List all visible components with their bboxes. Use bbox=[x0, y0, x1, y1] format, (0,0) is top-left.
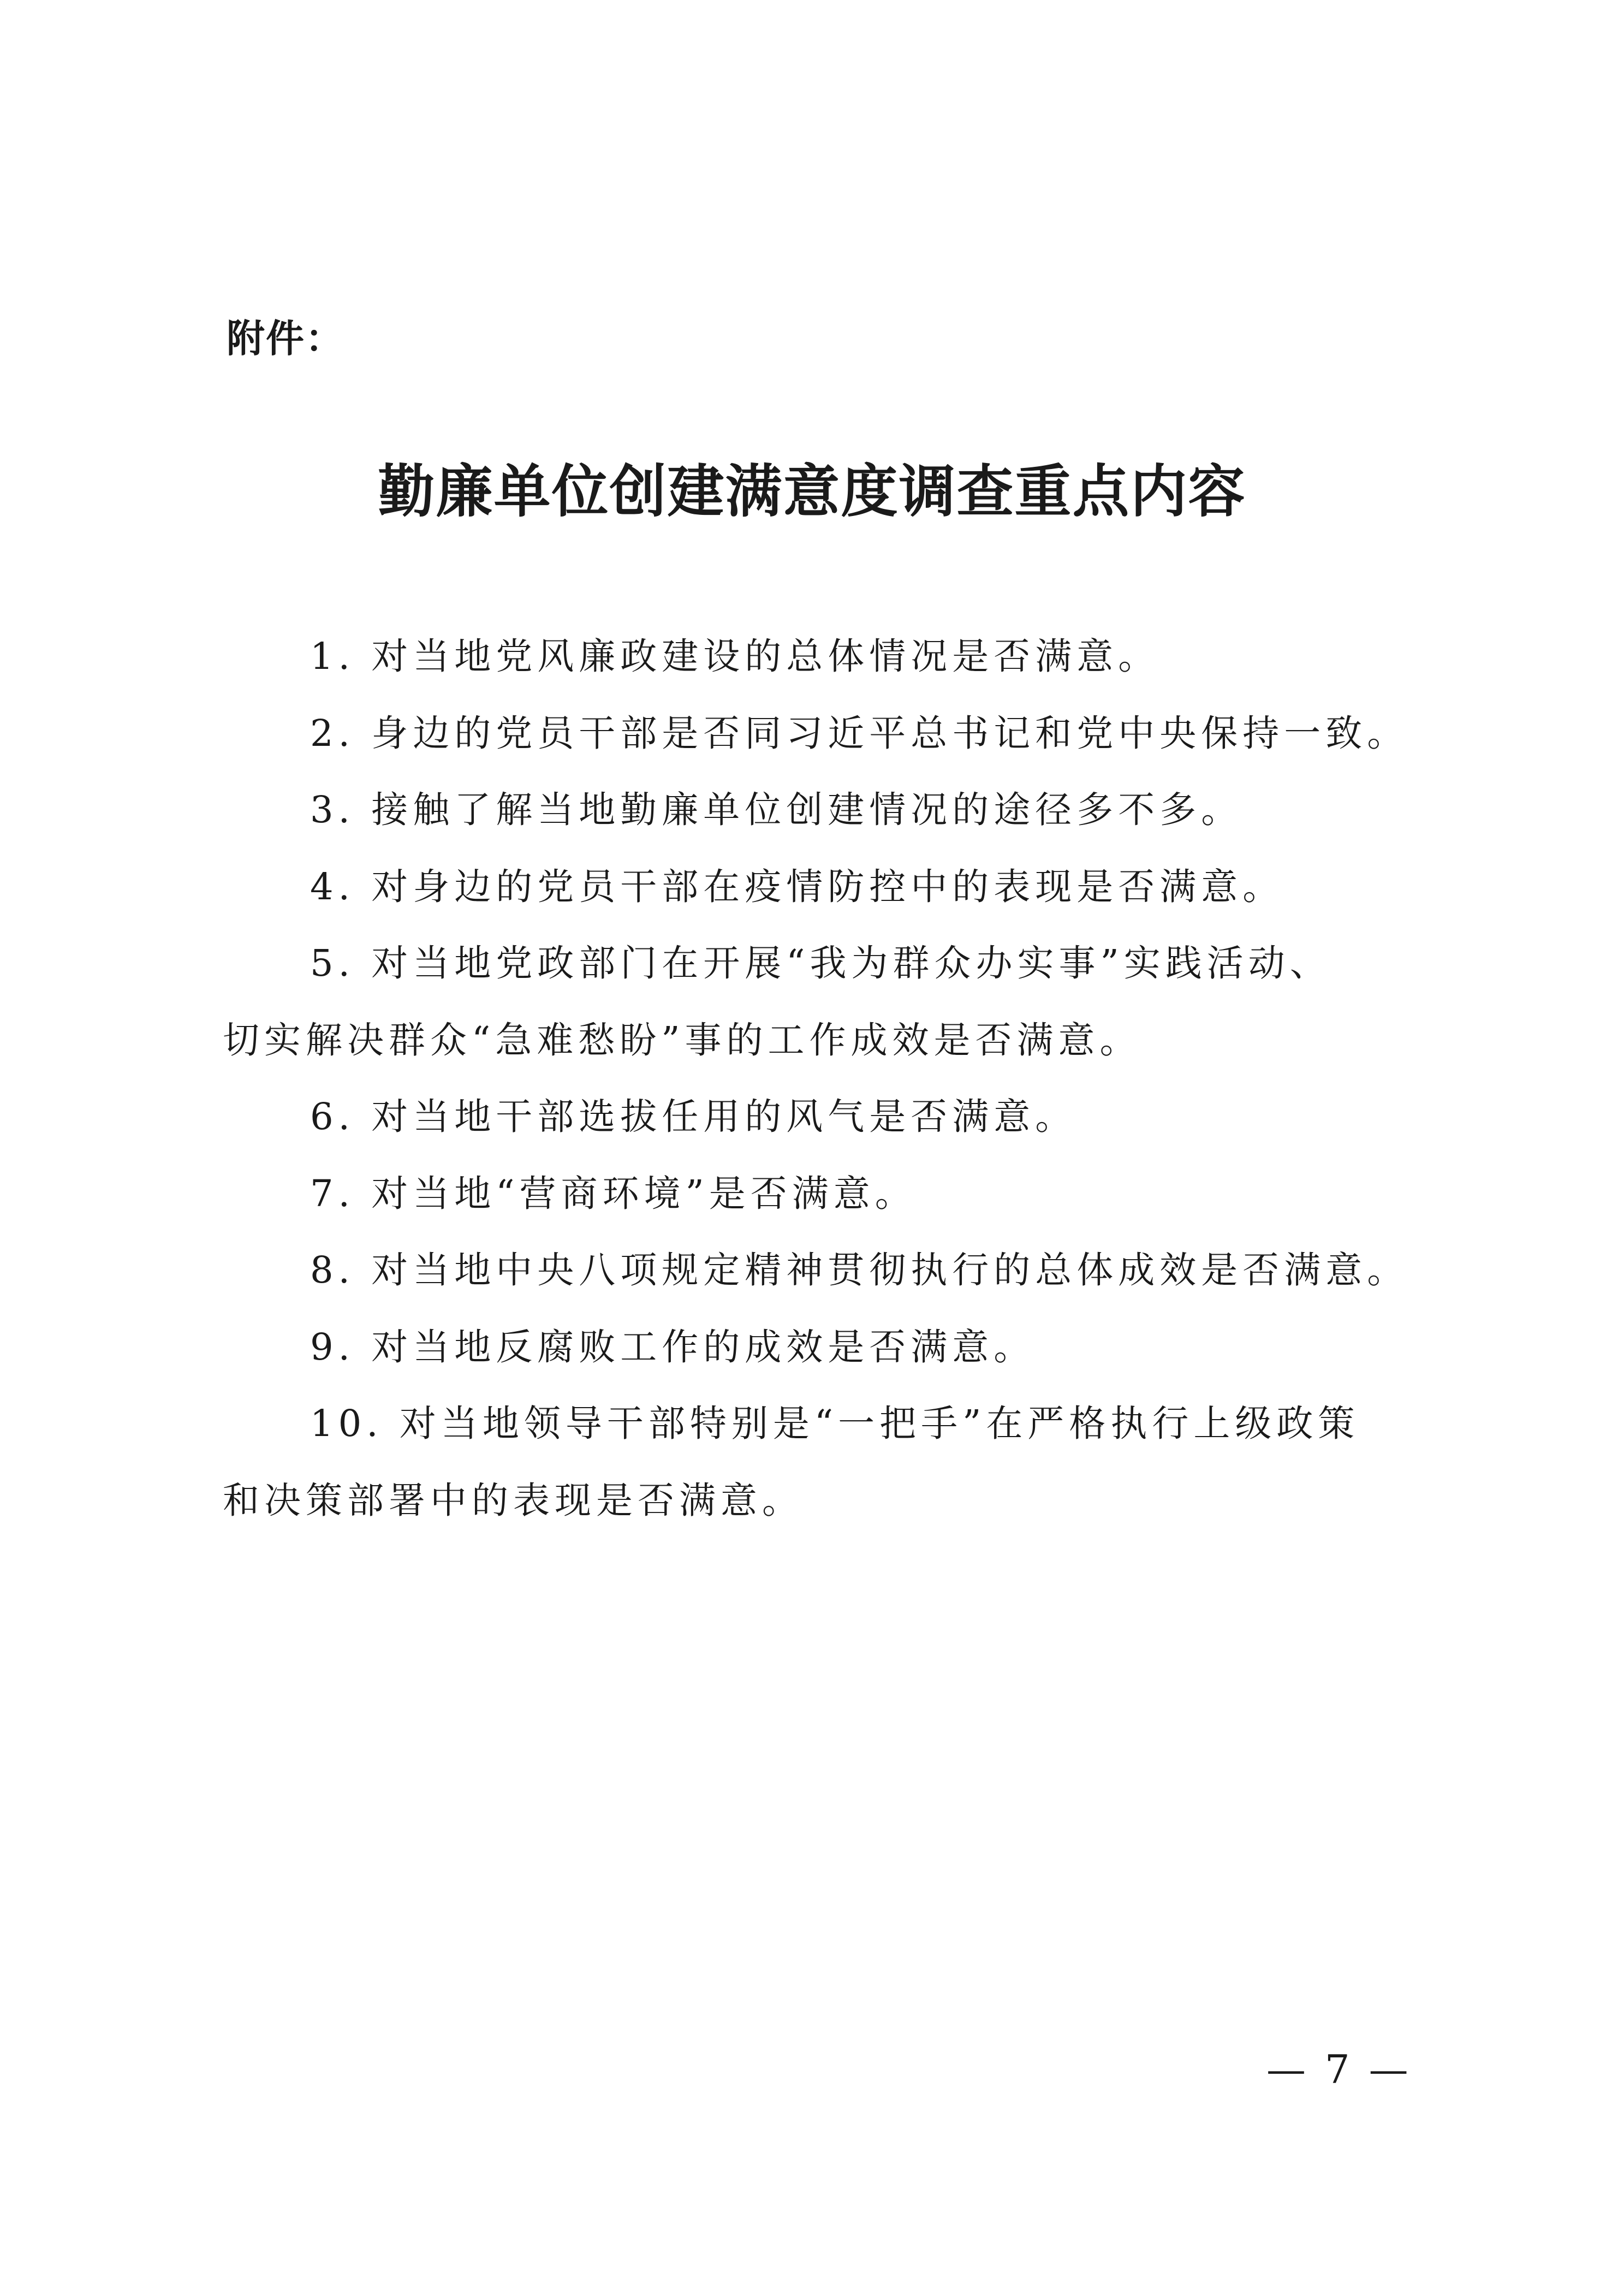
list-item-text: 4. 对身边的党员干部在疫情防控中的表现是否满意。 bbox=[310, 865, 1284, 908]
list-item-text: 6. 对当地干部选拔任用的风气是否满意。 bbox=[310, 1095, 1077, 1138]
list-item-text: 9. 对当地反腐败工作的成效是否满意。 bbox=[310, 1325, 1036, 1368]
list-item bbox=[223, 618, 1407, 695]
list-item bbox=[223, 1155, 1407, 1232]
list-item-text: 3. 接触了解当地勤廉单位创建情况的途径多不多。 bbox=[310, 788, 1243, 831]
survey-item-list bbox=[223, 618, 1407, 1539]
list-item bbox=[223, 772, 1407, 849]
page-title: 勤廉单位创建满意度调查重点内容 bbox=[378, 458, 1246, 525]
list-item bbox=[223, 1078, 1407, 1155]
list-item bbox=[223, 849, 1407, 925]
list-item-text-continued: 和决策部署中的表现是否满意。 bbox=[223, 1479, 804, 1522]
list-item-text: 10. 对当地领导干部特别是“一把手”在严格执行上级政策 bbox=[310, 1402, 1360, 1445]
list-item-text: 5. 对当地党政部门在开展“我为群众办实事”实践活动、 bbox=[310, 942, 1331, 984]
list-item bbox=[223, 925, 1407, 1078]
list-item-text: 8. 对当地中央八项规定精神贯彻执行的总体成效是否满意。 bbox=[310, 1249, 1409, 1291]
list-item bbox=[223, 1232, 1407, 1309]
list-item bbox=[223, 1309, 1407, 1386]
list-item-text: 1. 对当地党风廉政建设的总体情况是否满意。 bbox=[310, 635, 1160, 678]
list-item bbox=[223, 1385, 1407, 1539]
list-item-text-continued: 切实解决群众“急难愁盼”事的工作成效是否满意。 bbox=[223, 1018, 1141, 1061]
list-item bbox=[223, 695, 1407, 772]
page-number: — 7 — bbox=[1266, 2046, 1412, 2092]
list-item-text: 7. 对当地“营商环境”是否满意。 bbox=[310, 1172, 917, 1215]
attachment-label: 附件： bbox=[227, 316, 344, 361]
list-item-text: 2. 身边的党员干部是否同习近平总书记和党中央保持一致。 bbox=[310, 711, 1409, 755]
